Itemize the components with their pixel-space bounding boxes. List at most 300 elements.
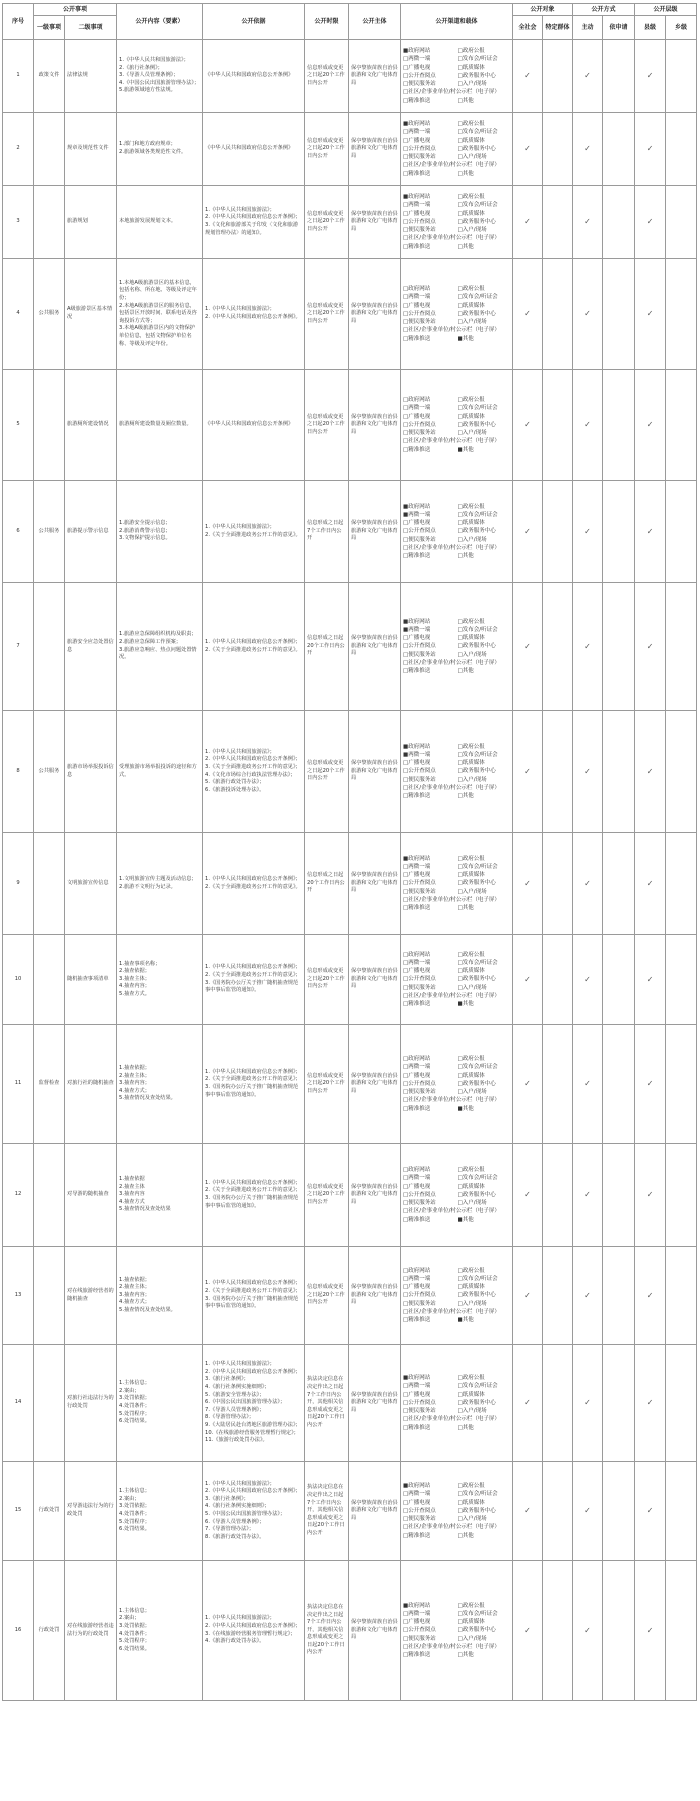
channel-option: □政务服务中心	[457, 72, 496, 79]
content-item: 3.抽查内容；	[119, 1291, 150, 1298]
row-time: 信息形成或变更之日起20个工作日内公开	[305, 186, 349, 259]
check-apply	[603, 1462, 635, 1561]
channel-option: □纸质媒体	[457, 635, 485, 642]
channel-list	[403, 1267, 510, 1324]
channel-option: □纸质媒体	[457, 1072, 485, 1079]
channel-option: □广播电视	[403, 413, 431, 420]
channel-option: □便民服务站	[403, 776, 436, 783]
content-item: 5.处罚程序；	[119, 1638, 150, 1645]
row-channels	[401, 40, 513, 113]
channel-option: □两微一端	[403, 56, 431, 63]
channel-list	[403, 396, 510, 453]
row-level1: 公共服务	[34, 481, 65, 583]
table-row	[3, 40, 697, 113]
channel-option: □精准推送	[403, 793, 431, 799]
row-time: 执法决定信息在决定作出之日起7个工作日内公开，其他相关信息形成或变更之日起20个工作日内公开	[305, 1345, 349, 1462]
content-item: 4.《中国公民出国旅游管理办法》；	[119, 79, 200, 86]
channel-option: □两微一端	[403, 1175, 431, 1182]
content-item: 2.抽查主体；	[119, 1072, 150, 1079]
channel-option: □公开查阅点	[403, 1507, 436, 1514]
channel-option: □入户/现场	[457, 888, 487, 895]
row-seq: 12	[3, 1144, 34, 1247]
channel-option: □两微一端	[403, 405, 431, 412]
channel-option: □政务服务中心	[457, 421, 496, 428]
channel-list	[403, 1055, 510, 1112]
channel-option: □政府公报	[457, 743, 485, 750]
check-apply	[603, 833, 635, 935]
row-subject: 保亭黎族苗族自治县旅游和文化广电体育局	[349, 1462, 401, 1561]
channel-option: □政务服务中心	[457, 880, 496, 887]
channel-option: □两微一端	[403, 294, 431, 301]
table-row	[3, 1025, 697, 1144]
channel-option: ■两微一端	[403, 751, 431, 758]
channel-option: □广播电视	[403, 1183, 431, 1190]
row-time: 信息形成或变更之日起20个工作日内公开	[305, 40, 349, 113]
check-county: ✓	[635, 370, 666, 481]
row-level2: 对在线旅游经营者违法行为的行政处罚	[65, 1561, 117, 1701]
channel-option: □发布会/听证会	[457, 129, 498, 136]
channel-list	[403, 951, 510, 1008]
header-basis: 公开依据	[203, 4, 305, 40]
row-content	[117, 1247, 203, 1345]
channel-option: □公开查阅点	[403, 880, 436, 887]
content-item: 5.抽查情况及查处结果。	[119, 1095, 176, 1102]
content-item: 1.抽查事项名称；	[119, 960, 161, 967]
channel-option: □两微一端	[403, 129, 431, 136]
row-seq: 7	[3, 583, 34, 711]
table-row	[3, 1345, 697, 1462]
channel-option: □政府公报	[457, 194, 485, 201]
channel-option: □便民服务站	[403, 430, 436, 437]
channel-option: □纸质媒体	[457, 1183, 485, 1190]
row-subject: 保亭黎族苗族自治县旅游和文化广电体育局	[349, 711, 401, 833]
channel-option: □两微一端	[403, 1275, 431, 1282]
channel-option: ■其他	[457, 1317, 474, 1323]
content-item: 1.部门和地方政府规章；	[119, 141, 176, 148]
channel-option: □政务服务中心	[457, 643, 496, 650]
table-row	[3, 370, 697, 481]
row-level2: 旅游提示警示信息	[65, 481, 117, 583]
channel-option: □广播电视	[403, 1284, 431, 1291]
channel-option: □广播电视	[403, 64, 431, 71]
check-all: ✓	[513, 186, 543, 259]
channel-option: □便民服务站	[403, 888, 436, 895]
row-level1: 政策文件	[34, 40, 65, 113]
channel-option: □公开查阅点	[403, 1191, 436, 1198]
channel-option: □精准推送	[403, 1001, 431, 1007]
check-active: ✓	[573, 1345, 603, 1462]
check-all: ✓	[513, 935, 543, 1025]
channel-option: ■其他	[457, 1001, 474, 1007]
row-basis: 《中华人民共和国政府信息公开条例》	[203, 40, 305, 113]
channel-option: □两微一端	[403, 1610, 431, 1617]
row-basis: 《中华人民共和国政府信息公开条例》	[203, 370, 305, 481]
channel-option: □纸质媒体	[457, 64, 485, 71]
row-subject: 保亭黎族苗族自治县旅游和文化广电体育局	[349, 1561, 401, 1701]
check-county: ✓	[635, 186, 666, 259]
row-seq: 5	[3, 370, 34, 481]
channel-option: □公开查阅点	[403, 1292, 436, 1299]
content-item: 1.抽查依据；	[119, 1276, 150, 1283]
row-channels	[401, 583, 513, 711]
check-town	[666, 583, 697, 711]
row-level1	[34, 935, 65, 1025]
row-time: 信息形成或变更之日起20个工作日内公开	[305, 1144, 349, 1247]
channel-option: □精准推送	[403, 1652, 431, 1658]
row-seq: 1	[3, 40, 34, 113]
row-channels	[401, 1561, 513, 1701]
check-town	[666, 1345, 697, 1462]
table-header	[3, 4, 697, 40]
channel-option: □政府公报	[457, 1483, 485, 1490]
check-county: ✓	[635, 1025, 666, 1144]
content-item: 受理旅游市场举报投诉的途径和方式。	[119, 763, 197, 778]
channel-option: □入户/现场	[457, 1300, 487, 1307]
row-time: 执法决定信息在决定作出之日起7个工作日内公开，其他相关信息形成或变更之日起20个工作日内公开	[305, 1561, 349, 1701]
channel-list	[403, 1482, 510, 1539]
check-all: ✓	[513, 1247, 543, 1345]
check-county: ✓	[635, 583, 666, 711]
row-time: 信息形成之日起20个工作日内公开	[305, 583, 349, 711]
row-level2: 旅游安全应急处置信息	[65, 583, 117, 711]
channel-option: □社区/企事业单位/村公示栏（电子屏）	[403, 659, 500, 666]
row-level2: 法律法规	[65, 40, 117, 113]
check-active: ✓	[573, 186, 603, 259]
check-specific	[543, 833, 573, 935]
channel-option: □其他	[457, 905, 474, 911]
channel-option: □发布会/听证会	[457, 1064, 498, 1071]
channel-option: □其他	[457, 170, 474, 177]
row-seq: 6	[3, 481, 34, 583]
row-channels	[401, 1144, 513, 1247]
row-seq: 8	[3, 711, 34, 833]
table-row	[3, 1144, 697, 1247]
content-item: 4.抽查方式；	[119, 1087, 150, 1094]
header-level1: 一级事项	[34, 16, 65, 40]
check-active: ✓	[573, 711, 603, 833]
row-subject: 保亭黎族苗族自治县旅游和文化广电体育局	[349, 40, 401, 113]
channel-option: □便民服务站	[403, 651, 436, 658]
channel-option: □纸质媒体	[457, 413, 485, 420]
channel-option: □公开查阅点	[403, 1080, 436, 1087]
channel-option: □入户/现场	[457, 1408, 487, 1415]
check-specific	[543, 1247, 573, 1345]
channel-option: □广播电视	[403, 872, 431, 879]
row-subject: 保亭黎族苗族自治县旅游和文化广电体育局	[349, 481, 401, 583]
row-basis: 1.《中华人民共和国政府信息公开条例》； 2.《关于全面推进政务公开工作的意见》。	[203, 833, 305, 935]
channel-option: □政务服务中心	[457, 310, 496, 317]
check-active: ✓	[573, 833, 603, 935]
channel-option: □政府公报	[457, 286, 485, 293]
channel-option: □广播电视	[403, 635, 431, 642]
row-level1	[34, 833, 65, 935]
channel-option: □公开查阅点	[403, 72, 436, 79]
row-subject: 保亭黎族苗族自治县旅游和文化广电体育局	[349, 259, 401, 370]
table-row	[3, 481, 697, 583]
row-level1	[34, 1247, 65, 1345]
channel-option: □纸质媒体	[457, 137, 485, 144]
content-item: 1.旅游安全提示信息；	[119, 520, 171, 527]
check-town	[666, 370, 697, 481]
channel-list	[403, 1602, 510, 1659]
content-item: 4.抽查内容；	[119, 983, 150, 990]
row-channels	[401, 711, 513, 833]
content-item: 3.抽查主体；	[119, 975, 150, 982]
content-item: 1.《中华人民共和国旅游法》；	[119, 57, 189, 64]
content-item: 5.抽查情况及查处结果。	[119, 1306, 176, 1313]
check-town	[666, 1561, 697, 1701]
content-item: 5.处罚程序；	[119, 1518, 150, 1525]
channel-option: □广播电视	[403, 968, 431, 975]
check-active: ✓	[573, 1144, 603, 1247]
channel-list	[403, 743, 510, 800]
row-seq: 9	[3, 833, 34, 935]
table-row	[3, 711, 697, 833]
check-specific	[543, 186, 573, 259]
header-method-active: 主动	[573, 16, 603, 40]
channel-option: □精准推送	[403, 446, 431, 453]
content-item: 3.《导游人员管理条例》；	[119, 72, 179, 79]
check-apply	[603, 40, 635, 113]
row-seq: 4	[3, 259, 34, 370]
check-county: ✓	[635, 113, 666, 186]
channel-option: ■两微一端	[403, 511, 431, 518]
row-level1	[34, 1345, 65, 1462]
channel-option: □政务服务中心	[457, 768, 496, 775]
channel-option: □精准推送	[403, 668, 431, 674]
content-item: 2.抽查主体	[119, 1183, 145, 1190]
content-item: 3.本地A级旅游景区内的文物保护单位信息，包括文物保护单位名称、等级及评定年份。	[119, 325, 195, 347]
channel-option: □发布会/听证会	[457, 626, 498, 633]
row-time: 信息形成或变更之日起20个工作日内公开	[305, 711, 349, 833]
check-county: ✓	[635, 40, 666, 113]
check-apply	[603, 186, 635, 259]
channel-option: □政务服务中心	[457, 218, 496, 225]
row-basis: 1.《中华人民共和国旅游法》； 2.《中华人民共和国政府信息公开条例》； 3.《旅行社条例》； 4.《旅行社条例实施细则》； 5.《中国公民出国旅游管理办法》； 6.《导游人员管理条例》； 7.《导游管理办法》； 8.《旅游行政处罚办法》。	[203, 1462, 305, 1561]
channel-option: □社区/企事业单位/村公示栏（电子屏）	[403, 162, 500, 169]
check-county: ✓	[635, 833, 666, 935]
content-item: 1.抽查依据	[119, 1176, 145, 1183]
channel-option: □社区/企事业单位/村公示栏（电子屏）	[403, 1643, 500, 1650]
check-county: ✓	[635, 481, 666, 583]
channel-option: □入户/现场	[457, 536, 487, 543]
channel-option: □社区/企事业单位/村公示栏（电子屏）	[403, 1308, 500, 1315]
header-seq: 序号	[3, 4, 34, 40]
content-item: 2.案由；	[119, 1387, 140, 1394]
content-item: 5.处罚程序；	[119, 1410, 150, 1417]
check-apply	[603, 1345, 635, 1462]
channel-option: □发布会/听证会	[457, 294, 498, 301]
header-matter: 公开事项	[34, 4, 117, 16]
row-basis: 1.《中华人民共和国旅游法》； 2.《中华人民共和国政府信息公开条例》； 3.《关于全面推进政务公开工作的意见》； 4.《文化市场综合行政执法管理办法》； 5.《旅游行政处罚办法》； 6.《旅游投诉处理办法》。	[203, 711, 305, 833]
content-item: 1.本地A级旅游景区的基本信息，包括名称、所在地、等级及评定年份；	[119, 279, 197, 302]
channel-option: □公开查阅点	[403, 421, 436, 428]
content-item: 2.案由；	[119, 1495, 140, 1502]
row-content	[117, 711, 203, 833]
channel-option: □纸质媒体	[457, 1499, 485, 1506]
check-specific	[543, 1345, 573, 1462]
channel-option: □公开查阅点	[403, 976, 436, 983]
channel-option: □政府公报	[457, 121, 485, 128]
channel-option: □发布会/听证会	[457, 511, 498, 518]
content-item: 4.处罚条件；	[119, 1511, 150, 1517]
row-content	[117, 833, 203, 935]
content-item: 2.旅游领域各类规范性文件。	[119, 149, 187, 155]
channel-option: □政府公报	[457, 1056, 485, 1063]
channel-option: □纸质媒体	[457, 760, 485, 767]
row-basis: 1.《中华人民共和国政府信息公开条例》； 2.《关于全面推进政务公开工作的意见》； 3.《国务院办公厅关于推广随机抽查规范事中事后监管的通知》。	[203, 935, 305, 1025]
row-basis: 1.《中华人民共和国政府信息公开条例》； 2.《关于全面推进政务公开工作的意见》； 3.《国务院办公厅关于推广随机抽查规范事中事后监管的通知》。	[203, 1025, 305, 1144]
channel-option: □政府公报	[457, 1375, 485, 1382]
row-channels	[401, 481, 513, 583]
channel-option: □精准推送	[403, 1216, 431, 1223]
channel-list	[403, 855, 510, 912]
channel-option: ■其他	[457, 335, 474, 342]
row-level2: 对在线旅游经营者的随机抽查	[65, 1247, 117, 1345]
content-item: 3.处罚依据；	[119, 1622, 150, 1629]
channel-option: □精准推送	[403, 97, 431, 104]
channel-option: □社区/企事业单位/村公示栏（电子屏）	[403, 896, 500, 903]
header-method-apply: 依申请	[603, 16, 635, 40]
row-content	[117, 935, 203, 1025]
channel-option: □精准推送	[403, 1105, 431, 1112]
row-seq: 15	[3, 1462, 34, 1561]
row-seq: 11	[3, 1025, 34, 1144]
channel-option: □发布会/听证会	[457, 1175, 498, 1182]
channel-option: □纸质媒体	[457, 1391, 485, 1398]
content-item: 2.旅游消费警示信息；	[119, 527, 171, 534]
channel-option: □政府公报	[457, 397, 485, 404]
channel-option: □政府网站	[403, 951, 431, 958]
channel-option: □纸质媒体	[457, 968, 485, 975]
channel-option: □便民服务站	[403, 154, 436, 161]
row-subject: 保亭黎族苗族自治县旅游和文化广电体育局	[349, 1247, 401, 1345]
check-apply	[603, 935, 635, 1025]
channel-list	[403, 618, 510, 675]
channel-option: □政府公报	[457, 1167, 485, 1174]
row-level2: 对旅行社违法行为的行政处罚	[65, 1345, 117, 1462]
channel-option: □发布会/听证会	[457, 959, 498, 966]
channel-option: □纸质媒体	[457, 1284, 485, 1291]
channel-option: □入户/现场	[457, 430, 487, 437]
channel-list	[403, 503, 510, 560]
header-level-county: 县级	[635, 16, 666, 40]
content-item: 4.抽查方式；	[119, 1299, 150, 1306]
row-channels	[401, 833, 513, 935]
channel-option: □精准推送	[403, 335, 431, 342]
row-subject: 保亭黎族苗族自治县旅游和文化广电体育局	[349, 186, 401, 259]
header-level2: 二级事项	[65, 16, 117, 40]
channel-option: ■政府网站	[403, 503, 431, 510]
channel-option: □发布会/听证会	[457, 751, 498, 758]
channel-option: □公开查阅点	[403, 218, 436, 225]
content-item: 6.处罚结果。	[119, 1418, 150, 1425]
header-subject: 公开主体	[349, 4, 401, 40]
row-channels	[401, 113, 513, 186]
channel-option: □广播电视	[403, 760, 431, 767]
channel-option: □政府公报	[457, 503, 485, 510]
row-basis: 1.《中华人民共和国旅游法》； 2.《中华人民共和国政府信息公开条例》。	[203, 259, 305, 370]
check-active: ✓	[573, 583, 603, 711]
row-time: 信息形成之日起20个工作日内公开	[305, 833, 349, 935]
row-level1	[34, 113, 65, 186]
row-subject: 保亭黎族苗族自治县旅游和文化广电体育局	[349, 370, 401, 481]
channel-option: ■其他	[457, 1216, 474, 1223]
check-apply	[603, 259, 635, 370]
channel-option: □社区/企事业单位/村公示栏（电子屏）	[403, 438, 500, 445]
channel-option: □公开查阅点	[403, 768, 436, 775]
channel-option: □广播电视	[403, 302, 431, 309]
check-apply	[603, 1025, 635, 1144]
row-time: 信息形成之日起7个工作日内公开	[305, 481, 349, 583]
channel-option: □政务服务中心	[457, 1399, 496, 1406]
row-seq: 13	[3, 1247, 34, 1345]
row-content	[117, 259, 203, 370]
channel-option: □社区/企事业单位/村公示栏（电子屏）	[403, 992, 500, 999]
channel-option: □其他	[457, 668, 474, 674]
channel-option: □政府公报	[457, 48, 485, 55]
check-town	[666, 259, 697, 370]
row-content	[117, 1561, 203, 1701]
check-town	[666, 711, 697, 833]
channel-option: □政府公报	[457, 855, 485, 862]
check-specific	[543, 259, 573, 370]
row-basis: 1.《中华人民共和国旅游法》； 2.《中华人民共和国政府信息公开条例》； 3.《旅行社条例》； 4.《旅行社条例实施细则》； 5.《旅游安全管理办法》； 6.《中国公民出国旅游管理办法》； 7.《导游人员管理条例》； 8.《导游管理办法》； 9.《大陆居民赴台湾地区旅游管理办法》； 10.《在线旅游经营服务管理暂行规定》； 11.《旅游行政处罚办法》。	[203, 1345, 305, 1462]
row-time: 信息形成或变更之日起20个工作日内公开	[305, 370, 349, 481]
content-item: 5.旅游领域地方性法规。	[119, 87, 176, 94]
row-level2: 规章及规范性文件	[65, 113, 117, 186]
row-basis: 1.《中华人民共和国旅游法》； 2.《中华人民共和国政府信息公开条例》； 3.《文化和旅游部关于印发〈文化和旅游规划管理办法〉的通知》。	[203, 186, 305, 259]
check-specific	[543, 113, 573, 186]
content-item: 5.抽查方式。	[119, 990, 150, 997]
row-subject: 保亭黎族苗族自治县旅游和文化广电体育局	[349, 1345, 401, 1462]
channel-option: □社区/企事业单位/村公示栏（电子屏）	[403, 1097, 500, 1104]
channel-option: □精准推送	[403, 1317, 431, 1323]
disclosure-table	[2, 3, 697, 1701]
row-channels	[401, 1462, 513, 1561]
channel-option: □两微一端	[403, 202, 431, 209]
channel-list	[403, 193, 510, 250]
content-item: 1.主体信息；	[119, 1607, 150, 1614]
channel-option: □纸质媒体	[457, 520, 485, 527]
check-active: ✓	[573, 1247, 603, 1345]
check-all: ✓	[513, 481, 543, 583]
channel-option: □精准推送	[403, 905, 431, 911]
content-item: 1.主体信息；	[119, 1380, 150, 1387]
channel-option: □便民服务站	[403, 81, 436, 88]
channel-option: ■政府网站	[403, 1375, 431, 1382]
check-all: ✓	[513, 1144, 543, 1247]
check-specific	[543, 1561, 573, 1701]
row-level1	[34, 1144, 65, 1247]
check-apply	[603, 583, 635, 711]
check-all: ✓	[513, 40, 543, 113]
channel-option: □便民服务站	[403, 1408, 436, 1415]
row-content	[117, 186, 203, 259]
content-item: 2.《旅行社条例》；	[119, 64, 163, 71]
channel-option: □政务服务中心	[457, 1627, 496, 1634]
channel-option: □入户/现场	[457, 154, 487, 161]
row-subject: 保亭黎族苗族自治县旅游和文化广电体育局	[349, 1025, 401, 1144]
check-apply	[603, 113, 635, 186]
content-item: 3.处罚依据；	[119, 1503, 150, 1510]
check-active: ✓	[573, 1025, 603, 1144]
channel-option: □便民服务站	[403, 1300, 436, 1307]
check-all: ✓	[513, 1462, 543, 1561]
channel-option: □公开查阅点	[403, 145, 436, 152]
channel-option: □便民服务站	[403, 1200, 436, 1207]
row-time: 信息形成或变更之日起20个工作日内公开	[305, 1247, 349, 1345]
